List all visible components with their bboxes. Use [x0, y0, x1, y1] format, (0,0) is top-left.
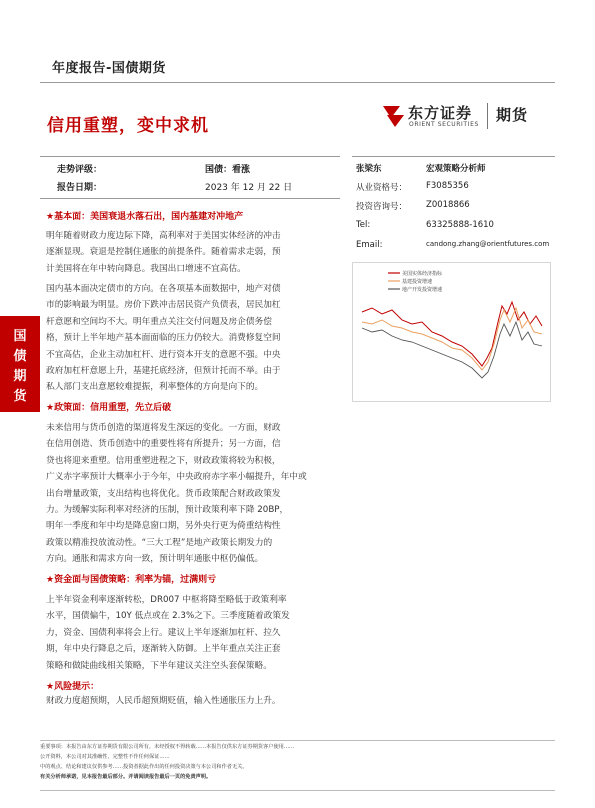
- text-line: 财政力度超预期，人民币超预期贬值，输入性通胀压力上升。: [46, 696, 281, 706]
- disclaimer-line: 重要事项：本报告由东方证券期货有限公司所有，未经授权不得转载……本报告仅供东方证券期货客户使用……: [40, 744, 295, 750]
- analyst-row-label: Email:: [356, 240, 383, 250]
- section-heading: ★风险提示：: [46, 682, 100, 692]
- text-line: 明年一季度和年中均是降息窗口期，另外央行更为倚重结构性: [46, 521, 281, 532]
- divider-right: [352, 156, 555, 157]
- text-line: 期，年中央行降息之后，逐渐转入防御。上半年重点关注正套: [46, 644, 281, 655]
- side-tab-char: 债: [13, 349, 27, 364]
- sidebar-chart: [352, 262, 551, 402]
- legend-label: 基建投资增速: [402, 279, 433, 285]
- text-line: 格，预计上半年地产基本面面临的压力仍较大。消费修复空间: [46, 333, 281, 344]
- paragraph: [46, 420, 343, 568]
- paragraph: [46, 228, 343, 277]
- report-category: 年度报告-国债期货: [52, 61, 166, 76]
- analyst-row-value: F3085356: [426, 181, 469, 191]
- analyst-name: 张梁东: [356, 164, 382, 174]
- analyst-row-label: 投资咨询号：: [356, 202, 408, 212]
- info-divider: [40, 198, 340, 199]
- analyst-role: 宏观策略分析师: [426, 164, 486, 174]
- text-line: 国内基本面决定债市的方向。在各项基本面数据中，地产对债: [46, 284, 281, 294]
- analyst-row-value: 63325888-1610: [426, 220, 494, 230]
- logo-divider: [487, 103, 488, 129]
- analyst-row-value: Z0018866: [426, 200, 470, 210]
- divider-left: [40, 156, 340, 157]
- logo-english: ORIENT SECURITIES: [409, 121, 479, 128]
- analyst-email[interactable]: candong.zhang@orientfutures.com: [426, 240, 550, 248]
- analyst-row-label: 从业资格号：: [356, 183, 408, 193]
- paragraph: [46, 592, 343, 674]
- text-line: 在信用创造、货币创造中的重要性将有所提升；另一方面，信: [46, 439, 281, 450]
- footer-bottom-divider: [40, 790, 555, 791]
- side-tab-char: 国: [13, 329, 27, 344]
- date-label: 报告日期：: [57, 183, 103, 193]
- section-heading: ★基本面：美国衰退水落石出，国内基建对冲地产: [46, 212, 244, 222]
- header-divider: [40, 82, 555, 83]
- section-heading: ★政策面：信用重塑，先立后破: [46, 403, 172, 413]
- text-line: 广义赤字率预计大概率小于今年，中央政府赤字率小幅提升，年中或: [46, 472, 307, 483]
- text-line: 力。为缓解实际利率对经济的压制，预计政策利率下降 20BP，: [46, 505, 289, 516]
- analyst-row-label: Tel:: [356, 220, 371, 230]
- text-line: 杆意愿和空间均不大。明年重点关注交付问题及房企债务偿: [46, 316, 272, 327]
- text-line: 明年随着财政力度边际下降，高利率对于美国实体经济的冲击: [46, 231, 281, 241]
- text-line: 未来信用与货币创造的渠道将发生深远的变化。一方面，财政: [46, 423, 281, 433]
- legend-label: 地产开发投资增速: [402, 287, 443, 293]
- section-heading: ★资金面与国债策略：利率为锚，过满则亏: [46, 575, 217, 585]
- side-tab-char: 期: [13, 369, 27, 384]
- text-line: 私人部门支出意愿较难提振，利率整体的方向是向下的。: [46, 382, 264, 393]
- disclaimer-line: 中的观点、结论和建议仅供参考……投资者据此作出的任何投资决策与本公司和作者无关。: [40, 764, 248, 770]
- logo-suffix: 期货: [496, 106, 529, 124]
- disclaimer: [40, 742, 555, 782]
- date-value: 2023 年 12 月 22 日: [205, 183, 293, 193]
- text-line: 方向。通胀和需求方向一致，预计明年通胀中枢仍偏低。: [46, 554, 264, 565]
- paragraph: [46, 693, 343, 709]
- text-line: 出台增量政策，支出结构也将优化。货币政策配合财政政策发: [46, 488, 281, 499]
- text-line: 不宜高估，企业主动加杠杆、进行资本开支的意愿不强。中央: [46, 349, 281, 360]
- legend-label: 美国实体经济指标: [402, 271, 443, 277]
- text-line: 市的影响最为明显。房价下跌冲击居民资产负债表，居民加杠: [46, 300, 281, 311]
- text-line: 政策以精准投放流动性。“三大工程”是地产政策长期发力的: [46, 537, 273, 548]
- chart-frame: [353, 263, 551, 402]
- logo-name: 东方证券: [408, 104, 473, 122]
- text-line: 贷也将迎来重塑。信用重塑进程之下，财政政策将较为积极，: [46, 455, 281, 466]
- orient-securities-logo-icon: [380, 101, 406, 131]
- text-line: 政府加杠杆意愿上升，基建托底经济，但预计托而不举。由于: [46, 366, 281, 377]
- text-line: 上半年资金利率逐渐转松，DR007 中枢将降至略低于政策利率: [46, 595, 287, 605]
- trend-label: 走势评级：: [57, 165, 103, 175]
- footer-divider: [40, 740, 555, 741]
- text-line: 逐渐显现。衰退是控制住通胀的前提条件。随着需求走弱，预: [46, 247, 281, 258]
- trend-value: 国债：看涨: [205, 165, 251, 175]
- text-line: 策略和做陡曲线相关策略，下半年建议关注空头套保策略。: [46, 660, 272, 671]
- side-tab-char: 货: [13, 389, 27, 404]
- document-title: 信用重塑，变中求机: [47, 116, 209, 136]
- paragraph: [46, 281, 343, 396]
- text-line: 计美国将在年中转向降息。我国出口增速不宜高估。: [46, 263, 246, 274]
- text-line: 力，资金、国债利率将会上行。建议上半年逐渐加杠杆、拉久: [46, 627, 281, 638]
- text-line: 水平，国债偏牛，10Y 低点或在 2.3%之下。三季度随着政策发: [46, 611, 290, 622]
- disclaimer-line: 有关分析师承诺，见本报告最后部分。并请阅读报告最后一页的免责声明。: [40, 774, 212, 780]
- disclaimer-line: 公开资料，本公司对其准确性、完整性不作任何保证……: [40, 754, 170, 760]
